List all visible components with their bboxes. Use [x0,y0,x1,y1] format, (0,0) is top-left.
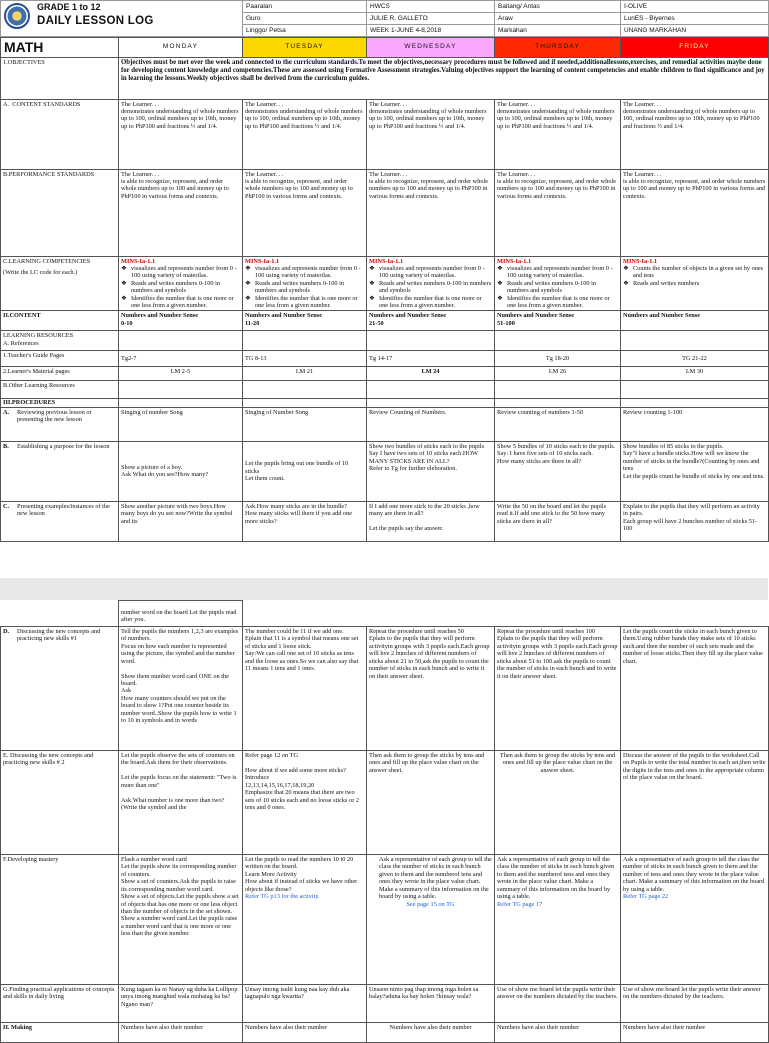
procedure-cell: Singing of number Song [119,407,243,441]
procedure-cell: Repeat the procedure until reaches 50 Eplain to the pupils that they will perform activityin groups with 3 pupils each.Each group will hve 2 bunches of different numbers of sticks about 21 to 50,ask the pupils to count the number of sticks in each bunch and to write it on their answer sheet. [367,627,495,751]
competency-cell [495,256,621,311]
competency-cell [621,256,769,311]
competency-item: Identifies the number that is one more or one less from a given number. [379,294,482,310]
content-cell: Numbers and Number Sense 0-10 [119,311,243,331]
other-resources-label: B.Other Learning Resources [1,381,119,399]
competency-item: Reads and writes numbers [633,279,700,287]
bullet-icon: ❖ [497,264,503,272]
procedure-text: Let the pupils to read the numbers 10 t0 20 written on the board. Learn More Activity How about if instead of sticks we have other objects like those? [245,856,358,893]
objectives-label: 1.OBJECTIVES [1,57,119,99]
field-value: LunES - Biyernes [621,13,769,25]
lc-code: MINS-Ia-1.1 [497,257,532,265]
content-standards-label [1,99,119,169]
section-label: LEARNING RESOURCES [3,332,74,340]
procedure-text: Flash a number word card Let the pupils show its corresponding number of counters. Show a set of counters.Ask the pupils to raise its corresponding number word card. Show a set of objects.Let the pupils show a set of objects that has one more or one less object than the number of objects in the set shown. Show a number word card.Let the pupils raise a number word card that is one more or one less than the given number. [121,856,239,938]
procedure-cell: Then ask them to group the sticks by tens and ones and fill up the place value chart on the answer sheet. [495,751,621,855]
content-cell: Numbers and Number Sense [621,311,769,331]
competency-cell [243,256,367,311]
procedure-cell: Let the pupils observe the sets of counters on the board.Ask them for their observations. Let the pupils focus on the statement: "Two is more than one" Ask.What number is one more than two?(Write the symbol and the [119,751,243,855]
performance-standard-cell: The Learner. . . is able to recognize, represent, and order whole numbers up to 100 and money up to PhP100 in various forms and contexts. [243,169,367,256]
procedure-cell: Let the pupils bring out one bundle of 10 sticks Let them count. [243,441,367,501]
competency-item: Reads and writes numbers 0-100 in numbers and symbols [379,279,492,295]
lesson-table-continued [0,600,769,1043]
competency-cell [119,256,243,311]
field-label: Araw [495,13,621,25]
procedure-cell [621,855,769,985]
procedure-f-label: F.Developing mastery [1,855,119,985]
competency-item: Identifies the number that is one more or one less from a given number. [131,294,234,310]
competency-item: Identifies the number that is one more or one less from a given number. [255,294,358,310]
procedure-cell: Show a picture of a boy. Ask What do you see?How many? [119,441,243,501]
field-value: UNANG MARKAHAN [621,25,769,37]
content-label: II.CONTENT [1,311,119,331]
procedure-b-label [1,441,119,501]
procedure-cell: Numbers have also their number [495,1023,621,1043]
performance-standards-label: B.PERFORMANCE STANDARDS [1,169,119,256]
competency-item: Identifies the number that is one more or one less from a given number. [507,294,610,310]
lm-pages: LM 26 [495,367,621,381]
procedure-g-label: G.Finding practical applications of concepts and skills in daily living [1,985,119,1023]
bullet-icon: ❖ [497,294,503,302]
tg-pages: Tg2-7 [119,351,243,367]
bullet-icon: ❖ [497,279,503,287]
procedure-cell: Unsay imong isulti kung naa kay duh aka tagnapulo nga kwartta? [243,985,367,1023]
competency-cell [367,256,495,311]
lm-pages: LM 21 [243,367,367,381]
item-label: Discussing the new concepts and practicing new skills #1 [17,628,101,643]
procedure-cell: Kung tagaan ka ni Nanay ug duha ka Lollipop unya imong manghud wala mohatag ka ba?Ngano man? [119,985,243,1023]
objectives-text: Objectives must be met over the week and connected to the curriculum standards.To meet the objectives,necessary procedures must be followed and if needed,additionallessons,exercises, and remedial activities maybe done for developing content knowledge and competencies.These are assessed using Formative Assessment strategies.Valuing objectives support the learning of content competencies and enable children to find significance and joy in learning the lessons.Weekly objectives shall be derived from the curriculum guides. [119,57,769,99]
deped-seal-icon [4,3,30,29]
content-standard-cell: The Learner. . . demonstrates understanding of whole numbers up to 100, ordinal numbers up to 10th, money up to PhP100 and fractions ½ and 1/4. [243,99,367,169]
procedure-cell: Show two bundles of sticks each to the pupils Say I have two sets of 10 sticks each.HOW MANY STICKS ARE IN ALL? Refer to Tg for further eleboration. [367,441,495,501]
bullet-icon: ❖ [121,294,127,302]
lesson-table [0,37,769,542]
content-standard-cell: The Learner. . . demonstrates understanding of whole numbers up to 100, ordinal numbers up to 10th, money up to PhP100 and fractions ½ and 1/4. [621,99,769,169]
item-label: Establishing a purpose for the lesson [17,442,110,450]
procedure-cell: Repeat the procedure until reaches 100 Eplain to the pupils that they will perform activityin groups with 3 pupils each.Each group will hve 2 bunches of different numbers of sticks about 51 to 100.ask the pupils to count the number of sticks in each bunch and to write it on their answer sheet. [495,627,621,751]
content-standard-cell: The Learner. . . demonstrates understanding of whole numbers up to 100, ordinal numbers up to 10th, money up to PhP100 and fractions ½ and 1/4. [119,99,243,169]
tg-label: 1.Teacher's Guide Pages [1,351,119,367]
lm-pages: LM 24 [367,367,495,381]
day-thursday: THURSDAY [495,38,621,58]
procedure-cell [367,855,495,985]
page-two [0,600,768,1031]
procedure-e-label: E. Discussing the new concepts and practicing new skills # 2 [1,751,119,855]
competency-item: visualizes and represents number from 0 - 100 using variety of materilas. [507,264,613,280]
procedure-cell: Write the 50 on the board and let the pupils read it.If add one stick to the 50 how many sticks are there in all? [495,501,621,541]
lm-pages: LM 30 [621,367,769,381]
tg-pages: Tg 14-17 [367,351,495,367]
field-value: WEEK 1-JUNE 4-8,2018 [367,25,495,37]
procedure-cell [243,855,367,985]
lc-code: MINS-Ia-1.1 [121,257,156,265]
procedure-cell: Numbers have also their number [621,1023,769,1043]
procedure-cell: Refer page 12 on TG How about if we add some more sticks? Introduce 12,13,14,15,16,17,18,19,20 Emphasize that 20 means that there are two sets of 10 sticks each and no loose sticks or 2 tens and 0 ones. [243,751,367,855]
competency-item: Reads and writes numbers 0-100 in numbers and symbols [255,279,345,295]
procedure-cell: Numbers have also their number [367,1023,495,1043]
procedure-cell [119,855,243,985]
competencies-note: (Write the LC code for each.) [3,268,78,276]
field-value: JULIE R. GALLETO [367,13,495,25]
field-label: Guro [243,13,367,25]
performance-standard-cell: The Learner. . . is able to recognize, represent, and order whole numbers up to 100 and money up to PhP100 in various forms and contexts. [495,169,621,256]
lc-code: MINS-Ia-1.1 [623,257,658,265]
item-label: Reviewing previous lesson or presenting the new lesson [17,408,92,424]
grade-label: GRADE 1 to 12 [37,2,101,12]
procedure-cell: Let the pupils count the sticks in each bunch given to them.Using rubber bands they make sets of 10 sticks each.and then the number of such sets made and the number of loose sticks.Then they fill up the place value chart. [621,627,769,751]
procedure-text: Ask a representative of each group to tell the class the number of sticks in each bunch given to them and the number of tens and ones they wrote in the place value chart. Make a summary of this information on the board by using a table. [623,856,765,893]
item-letter: C. [3,502,10,510]
bullet-icon: ❖ [245,294,251,302]
item-letter: B. [3,442,9,450]
lm-label: 2.Learner's Material pages [1,367,119,381]
procedure-cell: Discuss the answer of the pupils to the worksheet.Call on Pupils to write the total number in each set,then write the digits in the tens and ones in the appropriate column of the place value on the board. [621,751,769,855]
procedure-cell: If I add one more stick to the 20 sticks ,how many are there in all? Let the pupils say the answer. [367,501,495,541]
carry-over-text: number word on the board Let the pupils read after you. [119,601,243,627]
procedure-a-label [1,407,119,441]
tg-pages: Tg 18-20 [495,351,621,367]
item-label: Presenting examples/instances of the new lesson [17,502,110,518]
lc-code: MINS-Ia-1.1 [369,257,404,265]
day-monday: MONDAY [119,38,243,58]
bullet-icon: ❖ [369,279,375,287]
procedure-text: Ask a representative of each group to tell the class the number of sticks in each bunch given to them and the numberof tens and ones they wrote in the place value chart. Make a summary of this information on the board by using a table. [379,856,492,901]
references-label: A. References [3,339,39,347]
lc-code: MINS-Ia-1.1 [245,257,280,265]
field-label: Paaralan [243,1,367,13]
procedure-c-label [1,501,119,541]
performance-standard-cell: The Learner. . . is able to recognize, represent, and order whole numbers up to 100 and money up to PhP100 in various forms and contexts. [119,169,243,256]
bullet-icon: ❖ [623,279,629,287]
tg-reference: See page 15 on TG [406,900,455,908]
bullet-icon: ❖ [121,264,127,272]
procedures-label: III.PROCEDURES [1,399,119,407]
procedure-cell: Numbers have also their number [119,1023,243,1043]
procedure-cell: Show another picture with two boys.How many boys do yu see now?Write the symbol and its [119,501,243,541]
procedure-cell: Show bundles of 85 sticks to the pupils. Say"I have a bundle sticks.How will we know the number of sticks in the bundle?(Counting by ones and tens Let the pupils count he bundle of sticks by one and tens. [621,441,769,501]
document-title: DAILY LESSON LOG [37,15,154,27]
item-letter: D. [3,628,10,635]
procedure-cell: Tell the pupils the numbers 1,2,3 are examples of numbers. Focus on how each number is represented using the picture, the symbol and the number word. Show them number word card ONE on the board. Ask How many counters should we put on the board to show 1?Put one counter beside its number word..Show the pupils how to write 1 to 10 in symbols and in words [119,627,243,751]
procedure-cell: Review Counting of Numbers. [367,407,495,441]
field-value: HWCS [367,1,495,13]
performance-standard-cell: The Learner. . . is able to recognize, represent, and order whole numbers up to 100 and money up to PhP100 in various forms and contexts. [621,169,769,256]
procedure-cell: The number could be 11 if we add one. Eplain that 11 is a symbol that means one set of sticks and 1 loose stick. Say:We can call one set of 10 sticks as tens and the loose as ones.So we can also say that 11 means 1 tens and 1 ones. [243,627,367,751]
bullet-icon: ❖ [245,279,251,287]
procedure-cell: Numbers have also their number [243,1023,367,1043]
day-tuesday: TUESDAY [243,38,367,58]
procedure-cell [495,855,621,985]
procedure-cell: Use of show me board let the pupils write their answer on the numbers dictated by the teachers. [621,985,769,1023]
bullet-icon: ❖ [121,279,127,287]
day-wednesday: WEDNESDAY [367,38,495,58]
subject-title: MATH [1,38,119,58]
competencies-label [1,256,119,311]
resources-label [1,331,119,351]
procedure-cell: Use of show me board let the pupils write their answer on the numbers dictated by the teachers. [495,985,621,1023]
section-label: C.LEARNING COMPETENCIES [3,257,91,265]
performance-standard-cell: The Learner. . . is able to recognize, represent, and order whole numbers up to 100 and money up to PhP100 in various forms and contexts. [367,169,495,256]
procedure-text: Ask a representative of each group to tell the class the number of sticks in each bunch given to them and the numberof tens and ones they wrote in the place value chart. Make a summary of this information on the board by using a table. [497,856,615,901]
lm-pages: LM 2-5 [119,367,243,381]
procedure-d-label [1,627,119,751]
day-friday: FRIDAY [621,38,769,58]
tg-reference: Refer TG page 17 [497,900,543,908]
section-number: A. [3,100,10,108]
procedure-cell: Unsaon nimo pag ihap imong mga holen sa balay?aduna ka bay holen ?kinsay wala? [367,985,495,1023]
procedure-cell: Then ask them to group the sticks by tens and ones and fill up the place value chart on the answer sheet. [367,751,495,855]
content-cell: Numbers and Number Sense 11-20 [243,311,367,331]
header-table [0,0,769,37]
bullet-icon: ❖ [245,264,251,272]
logo-area [1,1,243,37]
page-separator [0,578,768,600]
section-label: CONTENT STANDARDS [12,100,81,108]
procedure-cell: Review counting 1-100 [621,407,769,441]
content-cell: Numbers and Number Sense 21-50 [367,311,495,331]
competency-item: Counts the number of objects in a given set by ones and tens [633,264,764,280]
procedure-cell: Explain to the pupils that they will perform an activity in pairs. Each group will have 2 bunches number of sticks 51-100 [621,501,769,541]
field-value: I-OLIVE [621,1,769,13]
field-label: Linggo/ Petsa [243,25,367,37]
procedure-h-label: H. Making [1,1023,119,1043]
bullet-icon: ❖ [369,264,375,272]
competency-item: visualizes and represents number from 0 - 100 using variety of materilas. [255,264,361,280]
bullet-icon: ❖ [623,264,629,272]
bullet-icon: ❖ [369,294,375,302]
content-standard-cell: The Learner. . . demonstrates understanding of whole numbers up to 100, ordinal numbers up to 10th, money up to PhP100 and fractions ½ and 1/4. [495,99,621,169]
procedure-cell: Show 5 bundles of 10 sticks each to the pupils. Say: I have five sets of 10 sticks each. How many sticks are there in all? [495,441,621,501]
tg-reference: Refer TG p13 for the activity. [245,893,320,901]
competency-item: Reads and writes numbers 0-100 in numbers and symbols [131,279,221,295]
procedure-cell: Ask.How many sticks are in the bundle? How many sticks will there if you add one more sticks? [243,501,367,541]
procedure-cell: Review counting of numbers 1-50 [495,407,621,441]
item-letter: A. [3,408,10,416]
tg-pages: TG 8-13 [243,351,367,367]
competency-item: Reads and writes numbers 0-100 in numbers and symbols [507,279,597,295]
tg-reference: Refer TG page 22 [623,893,669,901]
content-cell: Numbers and Number Sense 51-100 [495,311,621,331]
content-standard-cell: The Learner. . . demonstrates understanding of whole numbers up to 100, ordinal numbers up to 10th, money up to PhP100 and fractions ½ and 1/4. [367,99,495,169]
competency-item: visualizes and represents number from 0 - 100 using variety of materilas. [131,264,237,280]
field-label: Markahan [495,25,621,37]
tg-pages: TG 21-22 [621,351,769,367]
procedure-cell: Singing of Number Song [243,407,367,441]
field-label: Baitang/ Antas [495,1,621,13]
competency-item: visualizes and represents number from 0 - 100 using variety of materilas. [379,264,485,280]
